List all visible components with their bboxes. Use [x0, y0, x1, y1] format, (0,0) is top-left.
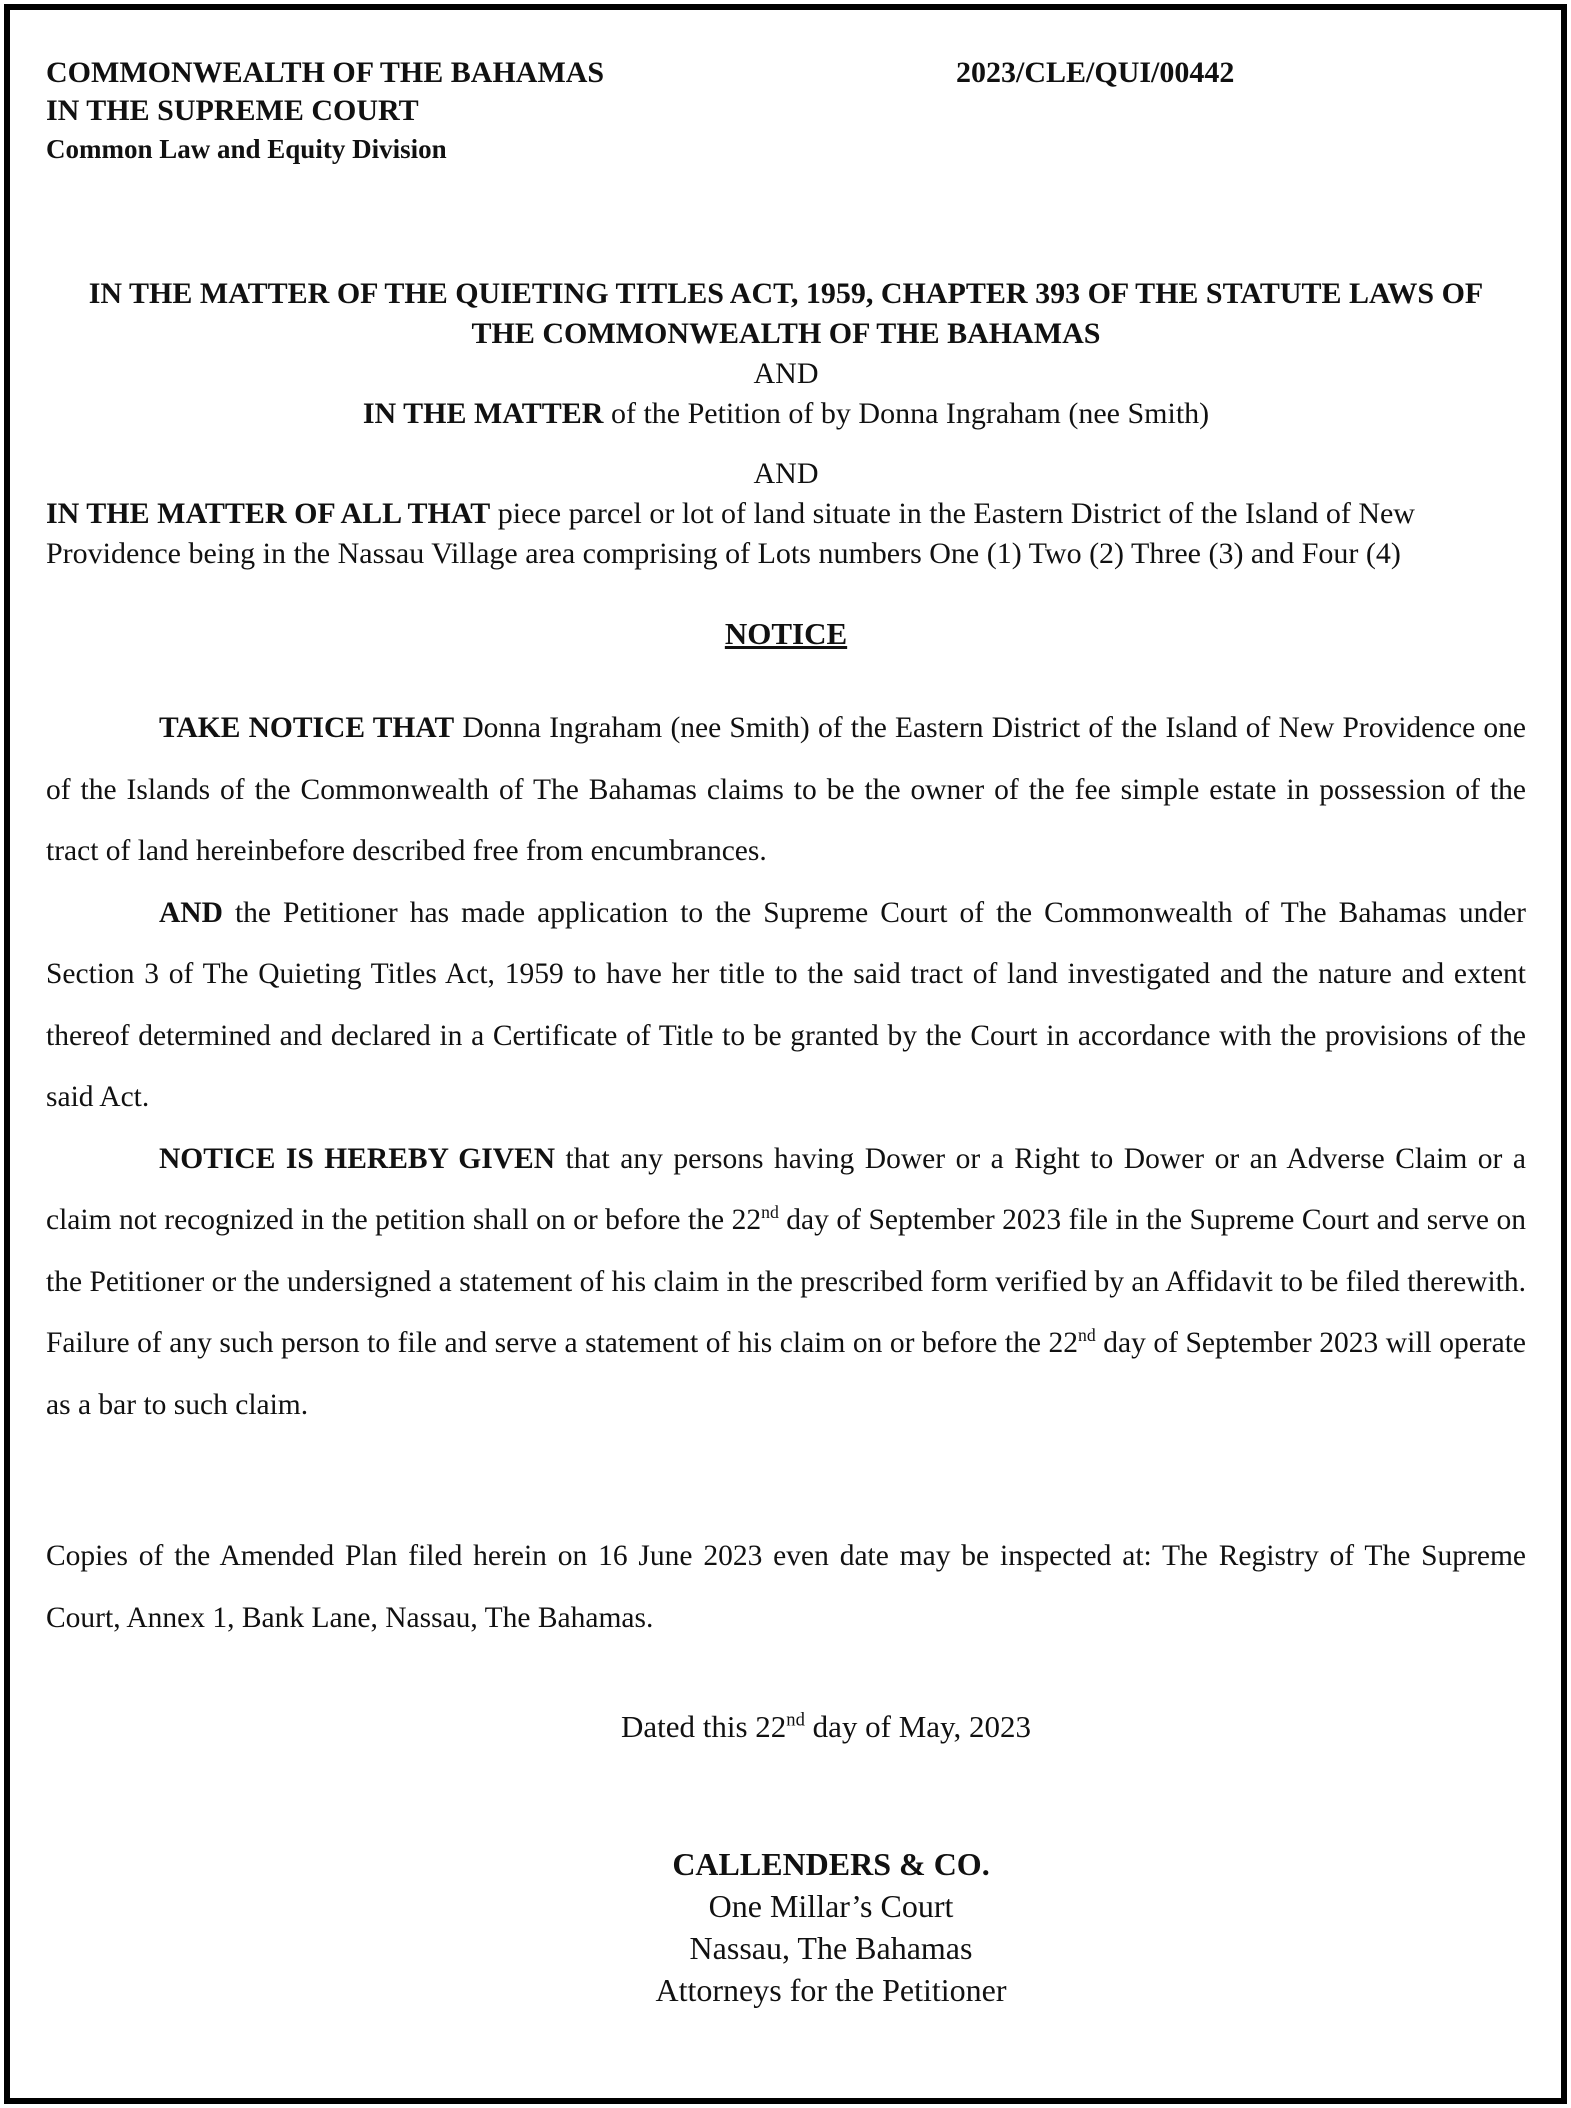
court-line: IN THE SUPREME COURT: [46, 94, 419, 127]
land-text: piece parcel or lot of land situate in the Eastern District of the Island of New Providence being in the Nassau Village area comprising of Lots numbers One (1) Two (2) Three (3) and Four (4): [46, 497, 1415, 570]
application-paragraph: AND the Petitioner has made application to the Supreme Court of the Commonwealth of The Bahamas under Section 3 of The Quieting Titles Act, 1959 to have her title to the said tract of land investigated and the nature and extent thereof determined and declared in a Certificate of Title to be granted by the Court in accordance with the provisions of the said Act.: [46, 896, 1526, 1113]
firm-name: CALLENDERS & CO.: [672, 1846, 990, 1882]
take-notice-paragraph: TAKE NOTICE THAT Donna Ingraham (nee Smith) of the Eastern District of the Island of New Providence one of the Islands of the Commonwealth of The Bahamas claims to be the owner of the fee simple estate in possession of the tract of land hereinbefore described free from encumbrances.: [46, 712, 1526, 867]
jurisdiction-line: COMMONWEALTH OF THE BAHAMAS: [46, 56, 605, 89]
court-header: [46, 54, 1526, 179]
petition-lead: IN THE MATTER: [362, 397, 604, 430]
and-lead: AND: [159, 896, 223, 929]
and-separator: AND: [753, 457, 819, 490]
notice-heading: NOTICE: [724, 616, 848, 651]
firm-address-line-1: One Millar’s Court: [708, 1888, 954, 1924]
notice-document: [46, 54, 1526, 2011]
petition-matter: [46, 394, 1526, 434]
land-lead: IN THE MATTER OF ALL THAT: [46, 497, 491, 530]
division-line: Common Law and Equity Division: [46, 134, 447, 164]
firm-address-line-2: Nassau, The Bahamas: [689, 1930, 973, 1966]
and-separator: AND: [753, 357, 819, 390]
firm-role: Attorneys for the Petitioner: [655, 1972, 1007, 2008]
dated-line: Dated this 22nd day of May, 2023: [620, 1709, 1032, 1744]
case-number: 2023/CLE/QUI/00442: [956, 56, 1235, 89]
notice-given-lead: NOTICE IS HEREBY GIVEN: [159, 1142, 555, 1175]
signature-block: [46, 1843, 1526, 2011]
take-notice-lead: TAKE NOTICE THAT: [159, 712, 455, 744]
matter-block: [46, 274, 1526, 574]
notice-given-paragraph: NOTICE IS HEREBY GIVEN that any persons having Dower or a Right to Dower or an Adverse Claim or a claim not recognized in the petition shall on or before the 22nd day of September 2023 file in the Supreme Court and serve on the Petitioner or the undersigned a statement of his claim in the prescribed form verified by an Affidavit to be filed therewith. Failure of any such person to file and serve a statement of his claim on or before the 22nd day of September 2023 will operate as a bar to such claim.: [46, 1142, 1527, 1421]
petition-text: of the Petition of by Donna Ingraham (nee Smith): [603, 397, 1210, 430]
act-matter-title: IN THE MATTER OF THE QUIETING TITLES ACT, 1959, CHAPTER 393 OF THE STATUTE LAWS OF THE COMMONWEALTH OF THE BAHAMAS: [88, 277, 1484, 350]
copies-paragraph: Copies of the Amended Plan filed herein on 16 June 2023 even date may be inspected at: The Registry of The Supreme Court, Annex 1, Bank Lane, Nassau, The Bahamas.: [46, 1540, 1526, 1634]
land-matter: [46, 494, 1526, 574]
